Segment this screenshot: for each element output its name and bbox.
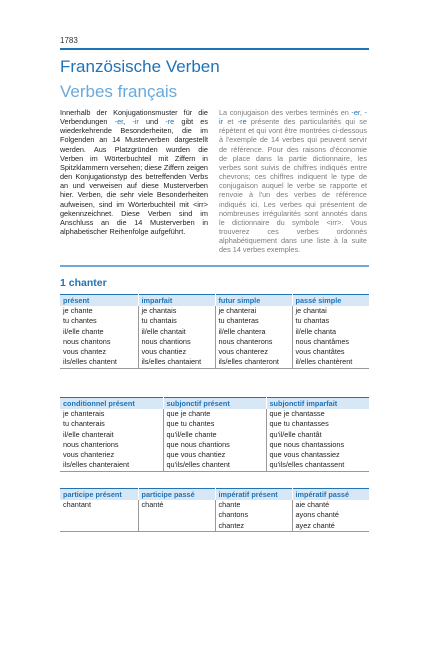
header-rule [60, 48, 369, 50]
ending-er: -er [114, 117, 124, 127]
intro-fr-sep: , [359, 108, 365, 117]
ending-er: -er [351, 108, 360, 117]
intro-de-und: und [138, 117, 166, 127]
table-row [60, 347, 369, 357]
intro-german [60, 108, 208, 236]
table-header-cell: participe passé [138, 489, 215, 501]
conjugation-table-participle-imperative [60, 488, 369, 532]
table-cell: chante [215, 500, 292, 510]
table-cell: que nous chantions [163, 440, 266, 450]
table-cell: chantant [60, 500, 138, 510]
table-cell: qu'ils/elles chantent [163, 460, 266, 471]
intro-de-text-b: gibt es wiederkehrende Besonderheiten, die im Folgenden an 14 Musterverben dargestellt werden. Aus Platzgründen wurden die Verben im Wörterbuchteil mit Ziffern in Spitzklammern versehen; diese Ziffern zeigen den Konjugationstyp des betreffenden Verbs an und verweisen auf diese Musterverben hier. Verben, die sehr viele Besonderheiten aufweisen, sind im Wörterbuchteil mit <irr> gekennzeichnet. Diese Verben sind im Anschluss an die 14 Musterverben in alphabetischer Reihenfolge aufgeführt. [60, 117, 209, 237]
table-cell: qu'il/elle chante [163, 430, 266, 440]
table-cell: vous chantâtes [295, 347, 345, 357]
intro-fr-text-a: La conjugaison des verbes terminés en [219, 108, 352, 117]
intro-french [219, 108, 367, 255]
table-cell [138, 510, 215, 520]
table-cell: nous chantons [60, 337, 138, 347]
intro-de-text-a: Innerhalb der Konjugationsmuster für die Verbendungen [60, 108, 208, 127]
table-cell: tu chanterais [60, 419, 163, 429]
table-cell: qu'il/elle chantât [269, 429, 322, 439]
table-header-cell: subjonctif imparfait [266, 398, 369, 410]
table-cell [60, 510, 138, 520]
table-cell: je chante [60, 306, 138, 316]
table-row [60, 430, 369, 440]
title-german: Französische Verben [60, 57, 220, 76]
table-cell: que tu chantes [163, 419, 266, 429]
section-rule [60, 265, 369, 267]
table-cell: tu chantas [295, 316, 330, 326]
table-cell: que je chante [163, 409, 266, 419]
table-cell: il/elle chantera [215, 327, 292, 337]
table-cell [60, 521, 138, 532]
conjugation-table-indicative [60, 294, 369, 369]
table-row [60, 521, 369, 532]
page-number: 1783 [60, 36, 78, 45]
table-row [60, 460, 369, 471]
table-cell: je chantais [138, 306, 215, 316]
table-header-cell: impératif passé [292, 489, 369, 501]
table-cell: vous chantez [60, 347, 138, 357]
table-cell: ils/elles chanteront [215, 357, 292, 368]
table-header-cell: présent [60, 295, 138, 307]
table-cell: je chantai [295, 306, 327, 315]
table-cell: il/elle chanterait [60, 430, 163, 440]
ending-ir: -ir [132, 117, 139, 127]
table-row [60, 337, 369, 347]
table-cell: que vous chantassiez [269, 450, 340, 460]
table-cell: tu chantais [138, 316, 215, 326]
table-cell: il/elle chanta [295, 326, 337, 336]
table-header-cell: impératif présent [215, 489, 292, 501]
intro-de-sep: , [123, 117, 133, 127]
table-cell: nous chanterions [60, 440, 163, 450]
table-cell: que vous chantiez [163, 450, 266, 460]
intro-fr-text-b: présente des particularités qui se répètent et qui vont être montrées ci-dessous à l'exemple de 14 verbes qui peuvent servir de référence. Pour des raisons d'économie de place dans la partie dictionnaire, les verbes sont suivis de chiffres indiqués entre chevrons; ces chiffres indiquent le type de conjugaison auquel le verbe se rapporte et renvoie à l'un des verbes de référence indiqués ici. Les verbes qui présentent de nombreuses irrégularités sont annotés dans le dictionnaire du symbole <irr>. Vous trouverez ces verbes ordonnés alphabétiquement dans une liste à la suite des 14 verbes exemples. [219, 117, 368, 255]
table-row [60, 419, 369, 429]
table-row [60, 500, 369, 510]
table-cell: je chanterai [215, 306, 292, 316]
table-row [60, 450, 369, 460]
table-cell: que tu chantasses [269, 419, 329, 429]
table-cell: vous chantiez [138, 347, 215, 357]
table-cell: vous chanterez [215, 347, 292, 357]
table-cell: ils/elles chantaient [138, 357, 215, 368]
table-header-cell: subjonctif présent [163, 398, 266, 410]
table-cell: chantons [215, 510, 292, 520]
table-cell: vous chanteriez [60, 450, 163, 460]
table-cell: il/elles chantèrent [292, 357, 369, 368]
title-french: Verbes français [60, 82, 178, 101]
table-header-cell: conditionnel présent [60, 398, 163, 410]
table-cell: ayez chanté [292, 521, 369, 532]
table-row [60, 316, 369, 326]
table-row [60, 510, 369, 520]
ending-ir: -ir [219, 108, 367, 127]
table-header-cell: imparfait [138, 295, 215, 307]
table-cell: que nous chantassions [269, 439, 345, 449]
table-cell: nous chantâmes [295, 336, 350, 346]
ending-re: -re [237, 117, 247, 127]
table-cell: qu'ils/elles chantassent [266, 460, 369, 471]
table-cell: tu chantes [60, 316, 138, 326]
table-cell: chanté [138, 500, 215, 510]
table-cell [138, 521, 215, 532]
table-cell: je chanterais [60, 409, 163, 419]
table-row [60, 409, 369, 419]
table-header-cell: passé simple [292, 295, 369, 307]
table-cell: aie chanté [295, 500, 330, 509]
verb-title: 1 chanter [60, 277, 107, 289]
table-cell: il/elle chantait [138, 327, 215, 337]
conjugation-table-conditional-subjunctive [60, 397, 369, 472]
table-row [60, 306, 369, 316]
table-cell: ayons chanté [295, 510, 339, 520]
table-cell: nous chantions [138, 337, 215, 347]
table-row [60, 357, 369, 368]
table-row [60, 440, 369, 450]
table-cell: il/elle chante [60, 327, 138, 337]
table-header-cell: participe présent [60, 489, 138, 501]
intro-fr-et: et [223, 117, 238, 127]
table-cell: tu chanteras [215, 316, 292, 326]
table-cell: nous chanterons [215, 337, 292, 347]
table-cell: que je chantasse [269, 409, 325, 418]
ending-re: -re [165, 117, 175, 127]
table-cell: ils/elles chanteraient [60, 460, 163, 471]
table-cell: chantez [215, 521, 292, 532]
table-cell: ils/elles chantent [60, 357, 138, 368]
table-header-cell: futur simple [215, 295, 292, 307]
table-row [60, 327, 369, 337]
